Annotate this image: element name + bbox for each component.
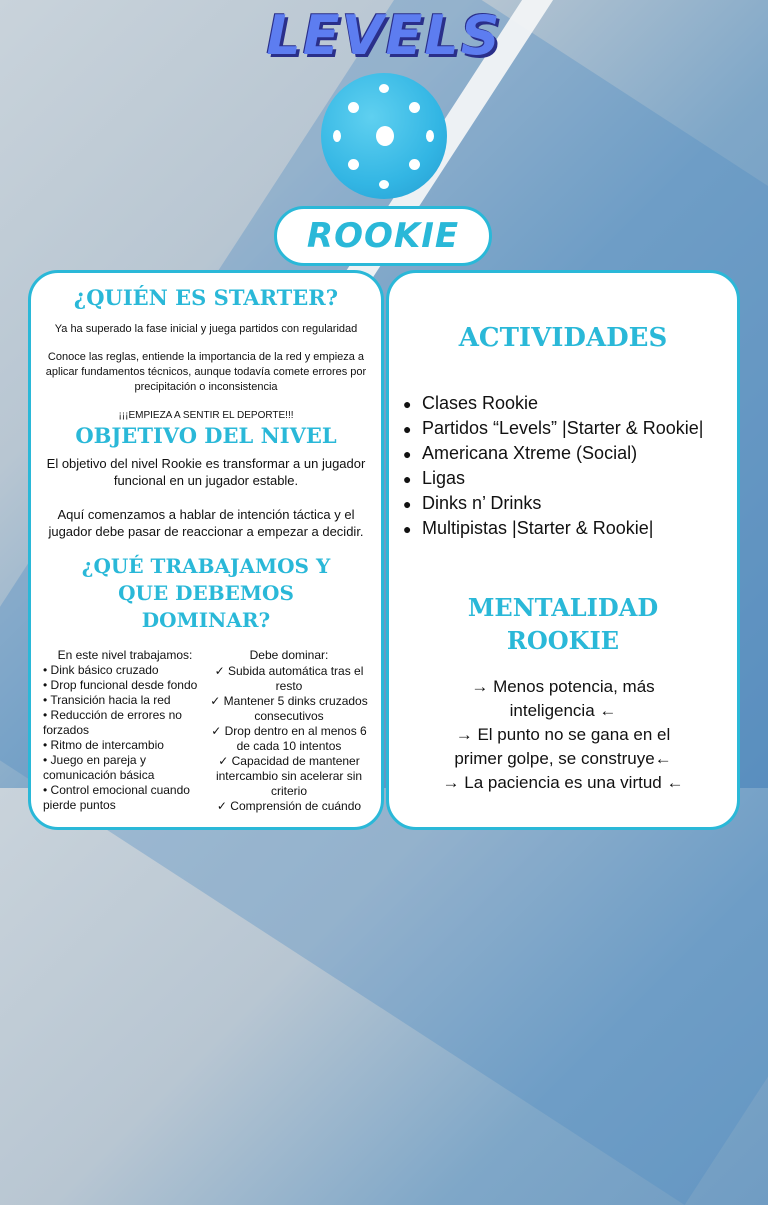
- work-item: • Juego en pareja y comunicación básica: [43, 753, 155, 782]
- master-item: ✓ Comprensión de cuándo: [216, 799, 362, 813]
- mindset-line: primer golpe, se construye←: [454, 749, 672, 768]
- mindset-line: → La paciencia es una virtud ←: [442, 773, 684, 792]
- work-list: [43, 648, 207, 814]
- work-title: ¿QUÉ TRABAJAMOS Y QUE DEBEMOS DOMINAR?: [81, 554, 331, 632]
- objective-title: OBJETIVO DEL NIVEL: [75, 423, 337, 448]
- mindset-title: [389, 591, 737, 657]
- work-item: • Reducción de errores no forzados: [43, 708, 182, 737]
- work-columns: [31, 648, 381, 814]
- activities-title: ACTIVIDADES: [458, 323, 668, 353]
- work-item: • Dink básico cruzado: [43, 663, 159, 677]
- work-item: • Drop funcional desde fondo: [43, 678, 198, 692]
- who-paragraph-1: Ya ha superado la fase inicial y juega partidos con regularidad: [54, 323, 358, 335]
- info-card: [28, 270, 384, 830]
- work-item: • Ritmo de intercambio: [43, 738, 164, 752]
- levels-title: LEVELS: [266, 4, 502, 67]
- mindset-text: [389, 675, 737, 795]
- level-badge: [274, 206, 492, 266]
- work-item: • Control emocional cuando pierde puntos: [43, 783, 190, 812]
- work-list-title: En este nivel trabajamos:: [57, 648, 193, 662]
- mindset-title-line1: MENTALIDAD: [467, 593, 659, 622]
- who-tagline: ¡¡¡EMPIEZA A SENTIR EL DEPORTE!!!: [118, 410, 294, 421]
- mindset-line: → El punto no se gana en el: [455, 725, 671, 744]
- activities-card: [386, 270, 740, 830]
- master-item: ✓ Mantener 5 dinks cruzados consecutivos: [210, 694, 368, 723]
- level-label: ROOKIE: [306, 216, 460, 256]
- activity-item: ● Clases Rookie: [403, 393, 539, 413]
- activity-item: ● Partidos “Levels” |Starter & Rookie|: [403, 418, 704, 438]
- mindset-line: → Menos potencia, más: [471, 677, 655, 696]
- activity-item: ● Ligas: [403, 468, 466, 488]
- mindset-line: inteligencia ←: [509, 701, 617, 720]
- activities-list: [389, 391, 737, 541]
- objective-paragraph-2: Aquí comenzamos a hablar de intención táctica y el jugador debe pasar de reaccionar a empezar a decidir.: [48, 507, 364, 539]
- master-item: ✓ Subida automática tras el resto: [214, 664, 364, 693]
- objective-paragraph-1: El objetivo del nivel Rookie es transformar a un jugador funcional en un jugador estable.: [46, 456, 366, 488]
- master-item: ✓ Drop dentro en al menos 6 de cada 10 intentos: [211, 724, 367, 753]
- master-list: [207, 648, 371, 814]
- activity-item: ● Americana Xtreme (Social): [403, 443, 638, 463]
- activity-item: ● Dinks n’ Drinks: [403, 493, 542, 513]
- master-list-title: Debe dominar:: [249, 648, 329, 662]
- who-title: ¿QUIÉN ES STARTER?: [73, 285, 339, 310]
- activity-item: ● Multipistas |Starter & Rookie|: [403, 518, 654, 538]
- pickleball-icon: [321, 73, 447, 199]
- master-item: ✓ Capacidad de mantener intercambio sin acelerar sin criterio: [215, 754, 363, 798]
- work-item: • Transición hacia la red: [43, 693, 171, 707]
- mindset-title-line2: ROOKIE: [506, 626, 620, 655]
- who-paragraph-2: Conoce las reglas, entiende la importancia de la red y empieza a aplicar fundamentos técnicos, aunque todavía comete errores por precipitación o inconsistencia: [45, 351, 367, 393]
